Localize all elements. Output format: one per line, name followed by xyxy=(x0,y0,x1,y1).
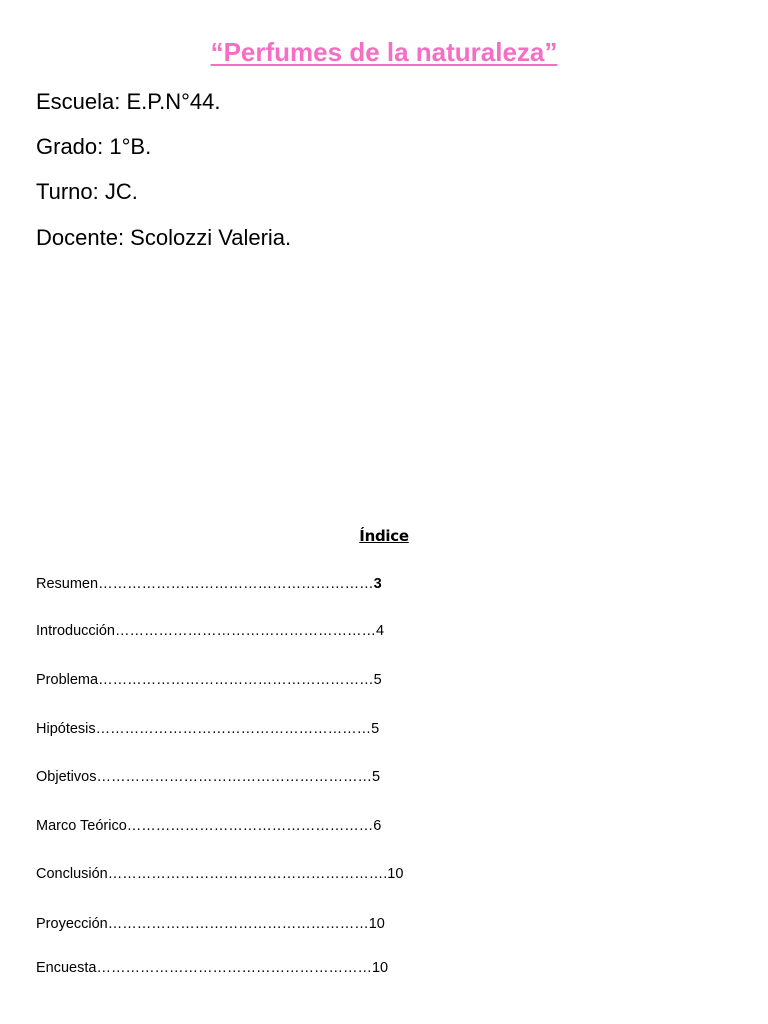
toc-leader: ………………………………………………… xyxy=(98,576,374,592)
document-title: “Perfumes de la naturaleza” xyxy=(210,37,558,67)
toc-leader: ………………………………………………… xyxy=(96,960,372,976)
toc-label: Encuesta xyxy=(36,960,97,976)
toc-entry-introduccion xyxy=(36,621,384,641)
toc-label: Problema xyxy=(36,672,99,688)
toc-entry-encuesta xyxy=(36,958,388,978)
toc-label: Introducción xyxy=(36,623,115,639)
toc-entry-problema xyxy=(36,670,382,690)
toc-page-number: 3 xyxy=(373,576,382,592)
index-title: Índice xyxy=(359,527,409,545)
toc-label: Hipótesis xyxy=(36,721,96,737)
toc-entry-hipotesis xyxy=(36,719,379,739)
toc-entry-proyeccion xyxy=(36,914,385,934)
toc-entry-marco-teorico xyxy=(36,816,381,836)
toc-page-number: 6 xyxy=(373,818,382,834)
grade-line: Grado: 1°B. xyxy=(36,134,152,159)
toc-label: Proyección xyxy=(36,916,108,932)
school-line: Escuela: E.P.N°44. xyxy=(36,89,221,114)
toc-leader: ……………………………………………… xyxy=(115,623,376,639)
toc-page-number: 5 xyxy=(371,769,381,785)
toc-label: Conclusión xyxy=(36,866,108,882)
toc-leader: ………………………………………………… xyxy=(96,769,372,785)
toc-label: Resumen xyxy=(36,576,99,592)
toc-leader: ……………………………………………… xyxy=(107,916,369,932)
toc-entry-resumen xyxy=(36,574,382,594)
toc-page-number: 5 xyxy=(371,721,380,737)
teacher-line: Docente: Scolozzi Valeria. xyxy=(36,225,292,250)
toc-page-number: 10 xyxy=(371,960,389,976)
toc-label: Objetivos xyxy=(36,769,97,785)
toc-page-number: 10 xyxy=(387,866,404,882)
toc-entry-conclusion xyxy=(36,864,403,884)
toc-page-number: 5 xyxy=(373,672,382,688)
toc-leader: …………………………………………………. xyxy=(107,866,388,882)
toc-leader: ………………………………………………… xyxy=(95,721,372,737)
toc-entry-objetivos xyxy=(36,767,380,787)
toc-leader: …………………………………………… xyxy=(126,818,374,834)
shift-line: Turno: JC. xyxy=(36,179,138,204)
toc-page-number: 10 xyxy=(368,916,385,932)
toc-leader: ………………………………………………… xyxy=(98,672,374,688)
toc-label: Marco Teórico xyxy=(36,818,127,834)
toc-page-number: 4 xyxy=(376,623,385,639)
